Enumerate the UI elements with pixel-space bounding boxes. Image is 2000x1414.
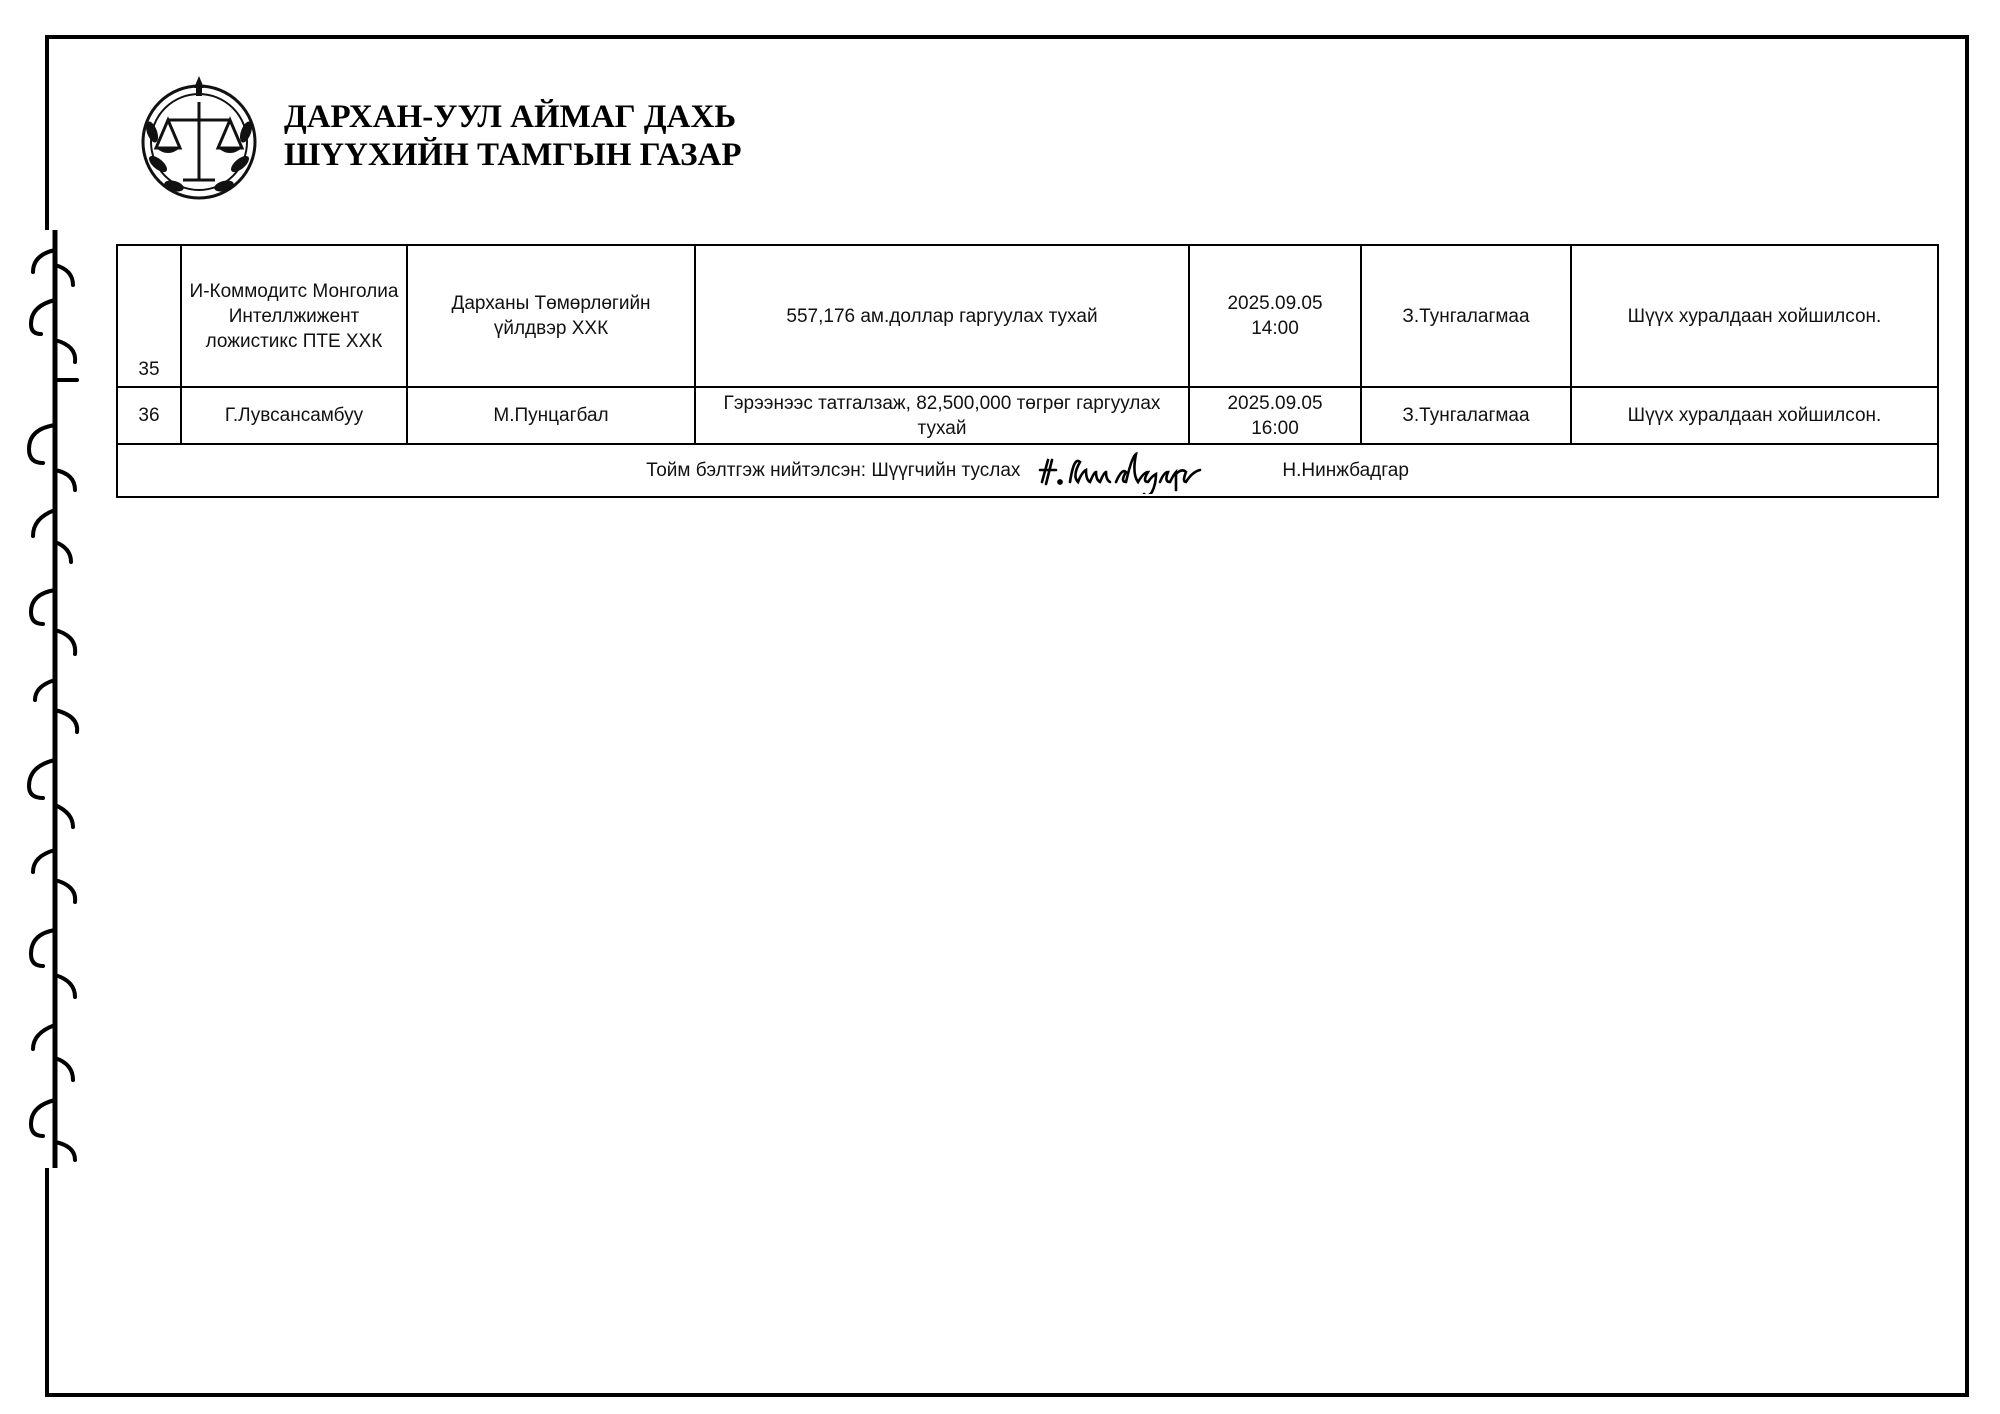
claim-cell: 557,176 ам.доллар гаргуулах тухай (695, 245, 1189, 387)
office-title (284, 98, 741, 174)
hearing-time: 14:00 (1251, 318, 1299, 339)
judge-cell: З.Тунгалагмаа (1361, 245, 1571, 387)
hearing-records-table (116, 244, 1939, 498)
office-title-line1: ДАРХАН-УУЛ АЙМАГ ДАХЬ (284, 99, 737, 135)
status-cell: Шүүх хуралдаан хойшилсон. (1571, 387, 1938, 444)
defendant-cell: М.Пунцагбал (407, 387, 695, 444)
table-row (117, 387, 1938, 444)
footer-row (117, 444, 1938, 497)
defendant-cell: Дарханы Төмөрлөгийн үйлдвэр ХХК (407, 245, 695, 387)
hearing-date: 2025.09.05 (1227, 293, 1323, 314)
plaintiff-cell: И-Коммодитс Монголиа Интеллжижент ложистикс ПТЕ ХХК (181, 245, 407, 387)
prepared-by-label: Тойм бэлтгэж нийтэлсэн: Шүүгчийн туслах (646, 460, 1021, 481)
table-row (117, 245, 1938, 387)
assistant-name: Н.Нинжбадгар (1282, 460, 1409, 481)
row-number: 36 (117, 387, 181, 444)
office-title-line2: ШҮҮХИЙН ТАМГЫН ГАЗАР (284, 137, 742, 173)
datetime-cell (1189, 245, 1361, 387)
status-cell: Шүүх хуралдаан хойшилсон. (1571, 245, 1938, 387)
hearing-date: 2025.09.05 (1227, 392, 1323, 414)
page-border-left-bottom (45, 1168, 49, 1397)
claim-cell: Гэрээнээс татгалзаж, 82,500,000 төгрөг гаргуулах тухай (695, 387, 1189, 444)
court-scales-emblem-icon (138, 72, 260, 205)
hearing-time: 16:00 (1251, 417, 1299, 439)
plaintiff-cell: Г.Лувсансамбуу (181, 387, 407, 444)
footer-cell (117, 444, 1938, 497)
page-border-left-top (45, 35, 49, 230)
mongolian-script-side-text (15, 230, 95, 1168)
page-border (45, 35, 1969, 1397)
handwritten-signature (1034, 448, 1224, 494)
row-number: 35 (117, 245, 181, 387)
judge-cell: З.Тунгалагмаа (1361, 387, 1571, 444)
datetime-cell (1189, 387, 1361, 444)
